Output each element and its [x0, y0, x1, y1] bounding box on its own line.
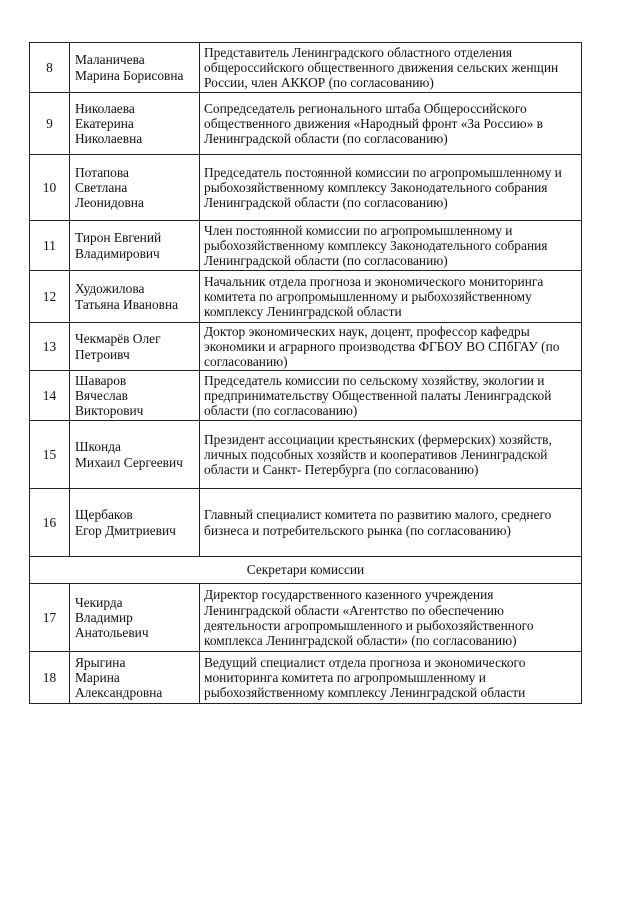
member-name-line: Николаевна [75, 131, 143, 147]
member-name-line: Леонидовна [75, 195, 144, 211]
member-name [70, 652, 200, 704]
row-number: 12 [30, 271, 70, 323]
row-number: 11 [30, 221, 70, 271]
row-number: 15 [30, 421, 70, 489]
member-role: Сопредседатель регионального штаба Общероссийского общественного движения «Народный фронт «За Россию» в Ленинградской области (по согласованию) [200, 93, 582, 155]
member-role: Член постоянной комиссии по агропромышленному и рыбохозяйственному комплексу Законодательного собрания Ленинградской области (по согласованию) [200, 221, 582, 271]
member-name [70, 584, 200, 652]
row-number: 9 [30, 93, 70, 155]
row-number: 16 [30, 489, 70, 557]
row-number: 18 [30, 652, 70, 704]
row-number: 14 [30, 371, 70, 421]
member-name-line: Шаваров [75, 372, 127, 388]
table-row [30, 652, 582, 704]
member-name-line: Владимирович [75, 245, 160, 261]
table-row [30, 489, 582, 557]
member-name [70, 421, 200, 489]
member-name-line: Тирон Евгений [75, 230, 162, 246]
table-row [30, 421, 582, 489]
member-role: Главный специалист комитета по развитию малого, среднего бизнеса и потребительского рынка (по согласованию) [200, 489, 582, 557]
member-name-line: Александровна [75, 685, 163, 701]
member-name-line: Потапова [75, 164, 129, 180]
member-name-line: Чекирда [75, 594, 123, 610]
table-row [30, 584, 582, 652]
member-name [70, 371, 200, 421]
table-row [30, 323, 582, 371]
row-number: 13 [30, 323, 70, 371]
member-name-line: Петроивч [75, 346, 130, 362]
member-role: Доктор экономических наук, доцент, профессор кафедры экономики и аграрного производства ФГБОУ ВО СПбГАУ (по согласованию) [200, 323, 582, 371]
member-name [70, 155, 200, 221]
member-name-line: Вячеслав [75, 387, 128, 403]
member-role: Председатель постоянной комиссии по агропромышленному и рыбохозяйственному комплексу Законодательного собрания Ленинградской области (по согласованию) [200, 155, 582, 221]
member-name [70, 221, 200, 271]
table-row [30, 371, 582, 421]
row-number: 17 [30, 584, 70, 652]
table-row [30, 43, 582, 93]
table-row [30, 155, 582, 221]
section-title: Секретари комиссии [30, 557, 582, 584]
row-number: 10 [30, 155, 70, 221]
member-role: Начальник отдела прогноза и экономического мониторинга комитета по агропромышленному и рыбохозяйственному комплексу Ленинградской области [200, 271, 582, 323]
table-row [30, 221, 582, 271]
member-name [70, 489, 200, 557]
member-name-line: Марина [75, 670, 120, 686]
member-name [70, 93, 200, 155]
member-name-line: Николаева [75, 100, 135, 116]
member-name-line: Маланичева [75, 52, 145, 68]
member-name-line: Татьяна Ивановна [75, 296, 179, 312]
member-name-line: Михаил Сергеевич [75, 454, 183, 470]
member-role: Президент ассоциации крестьянских (фермерских) хозяйств, личных подсобных хозяйств и кооперативов Ленинградской области и Санкт- Петербурга (по согласованию) [200, 421, 582, 489]
member-name [70, 271, 200, 323]
member-name-line: Ярыгина [75, 654, 126, 670]
member-name-line: Художилова [75, 281, 145, 297]
member-name-line: Владимир [75, 610, 133, 626]
row-number: 8 [30, 43, 70, 93]
member-name-line: Щербаков [75, 507, 133, 523]
member-name-line: Марина Борисовна [75, 67, 184, 83]
commission-members-table [29, 42, 582, 704]
table-row [30, 271, 582, 323]
member-role: Председатель комиссии по сельскому хозяйству, экологии и предпринимательству Общественной палаты Ленинградской области (по согласованию) [200, 371, 582, 421]
table-row [30, 93, 582, 155]
member-role: Представитель Ленинградского областного отделения общероссийского общественного движения сельских женщин России, член АККОР (по согласованию) [200, 43, 582, 93]
member-name-line: Анатольевич [75, 625, 149, 641]
member-name-line: Егор Дмитриевич [75, 522, 176, 538]
member-name-line: Чекмарёв Олег [75, 331, 161, 347]
member-name-line: Викторович [75, 403, 144, 419]
member-name-line: Светлана [75, 179, 128, 195]
section-row [30, 557, 582, 584]
member-name-line: Шконда [75, 439, 121, 455]
member-name-line: Екатерина [75, 115, 134, 131]
member-name [70, 323, 200, 371]
member-role: Директор государственного казенного учреждения Ленинградской области «Агентство по обеспечению деятельности агропромышленного и рыбохозяйственного комплекса Ленинградской области» (по согласованию) [200, 584, 582, 652]
member-role: Ведущий специалист отдела прогноза и экономического мониторинга комитета по агропромышленному и рыбохозяйственному комплексу Ленинградской области [200, 652, 582, 704]
member-name [70, 43, 200, 93]
